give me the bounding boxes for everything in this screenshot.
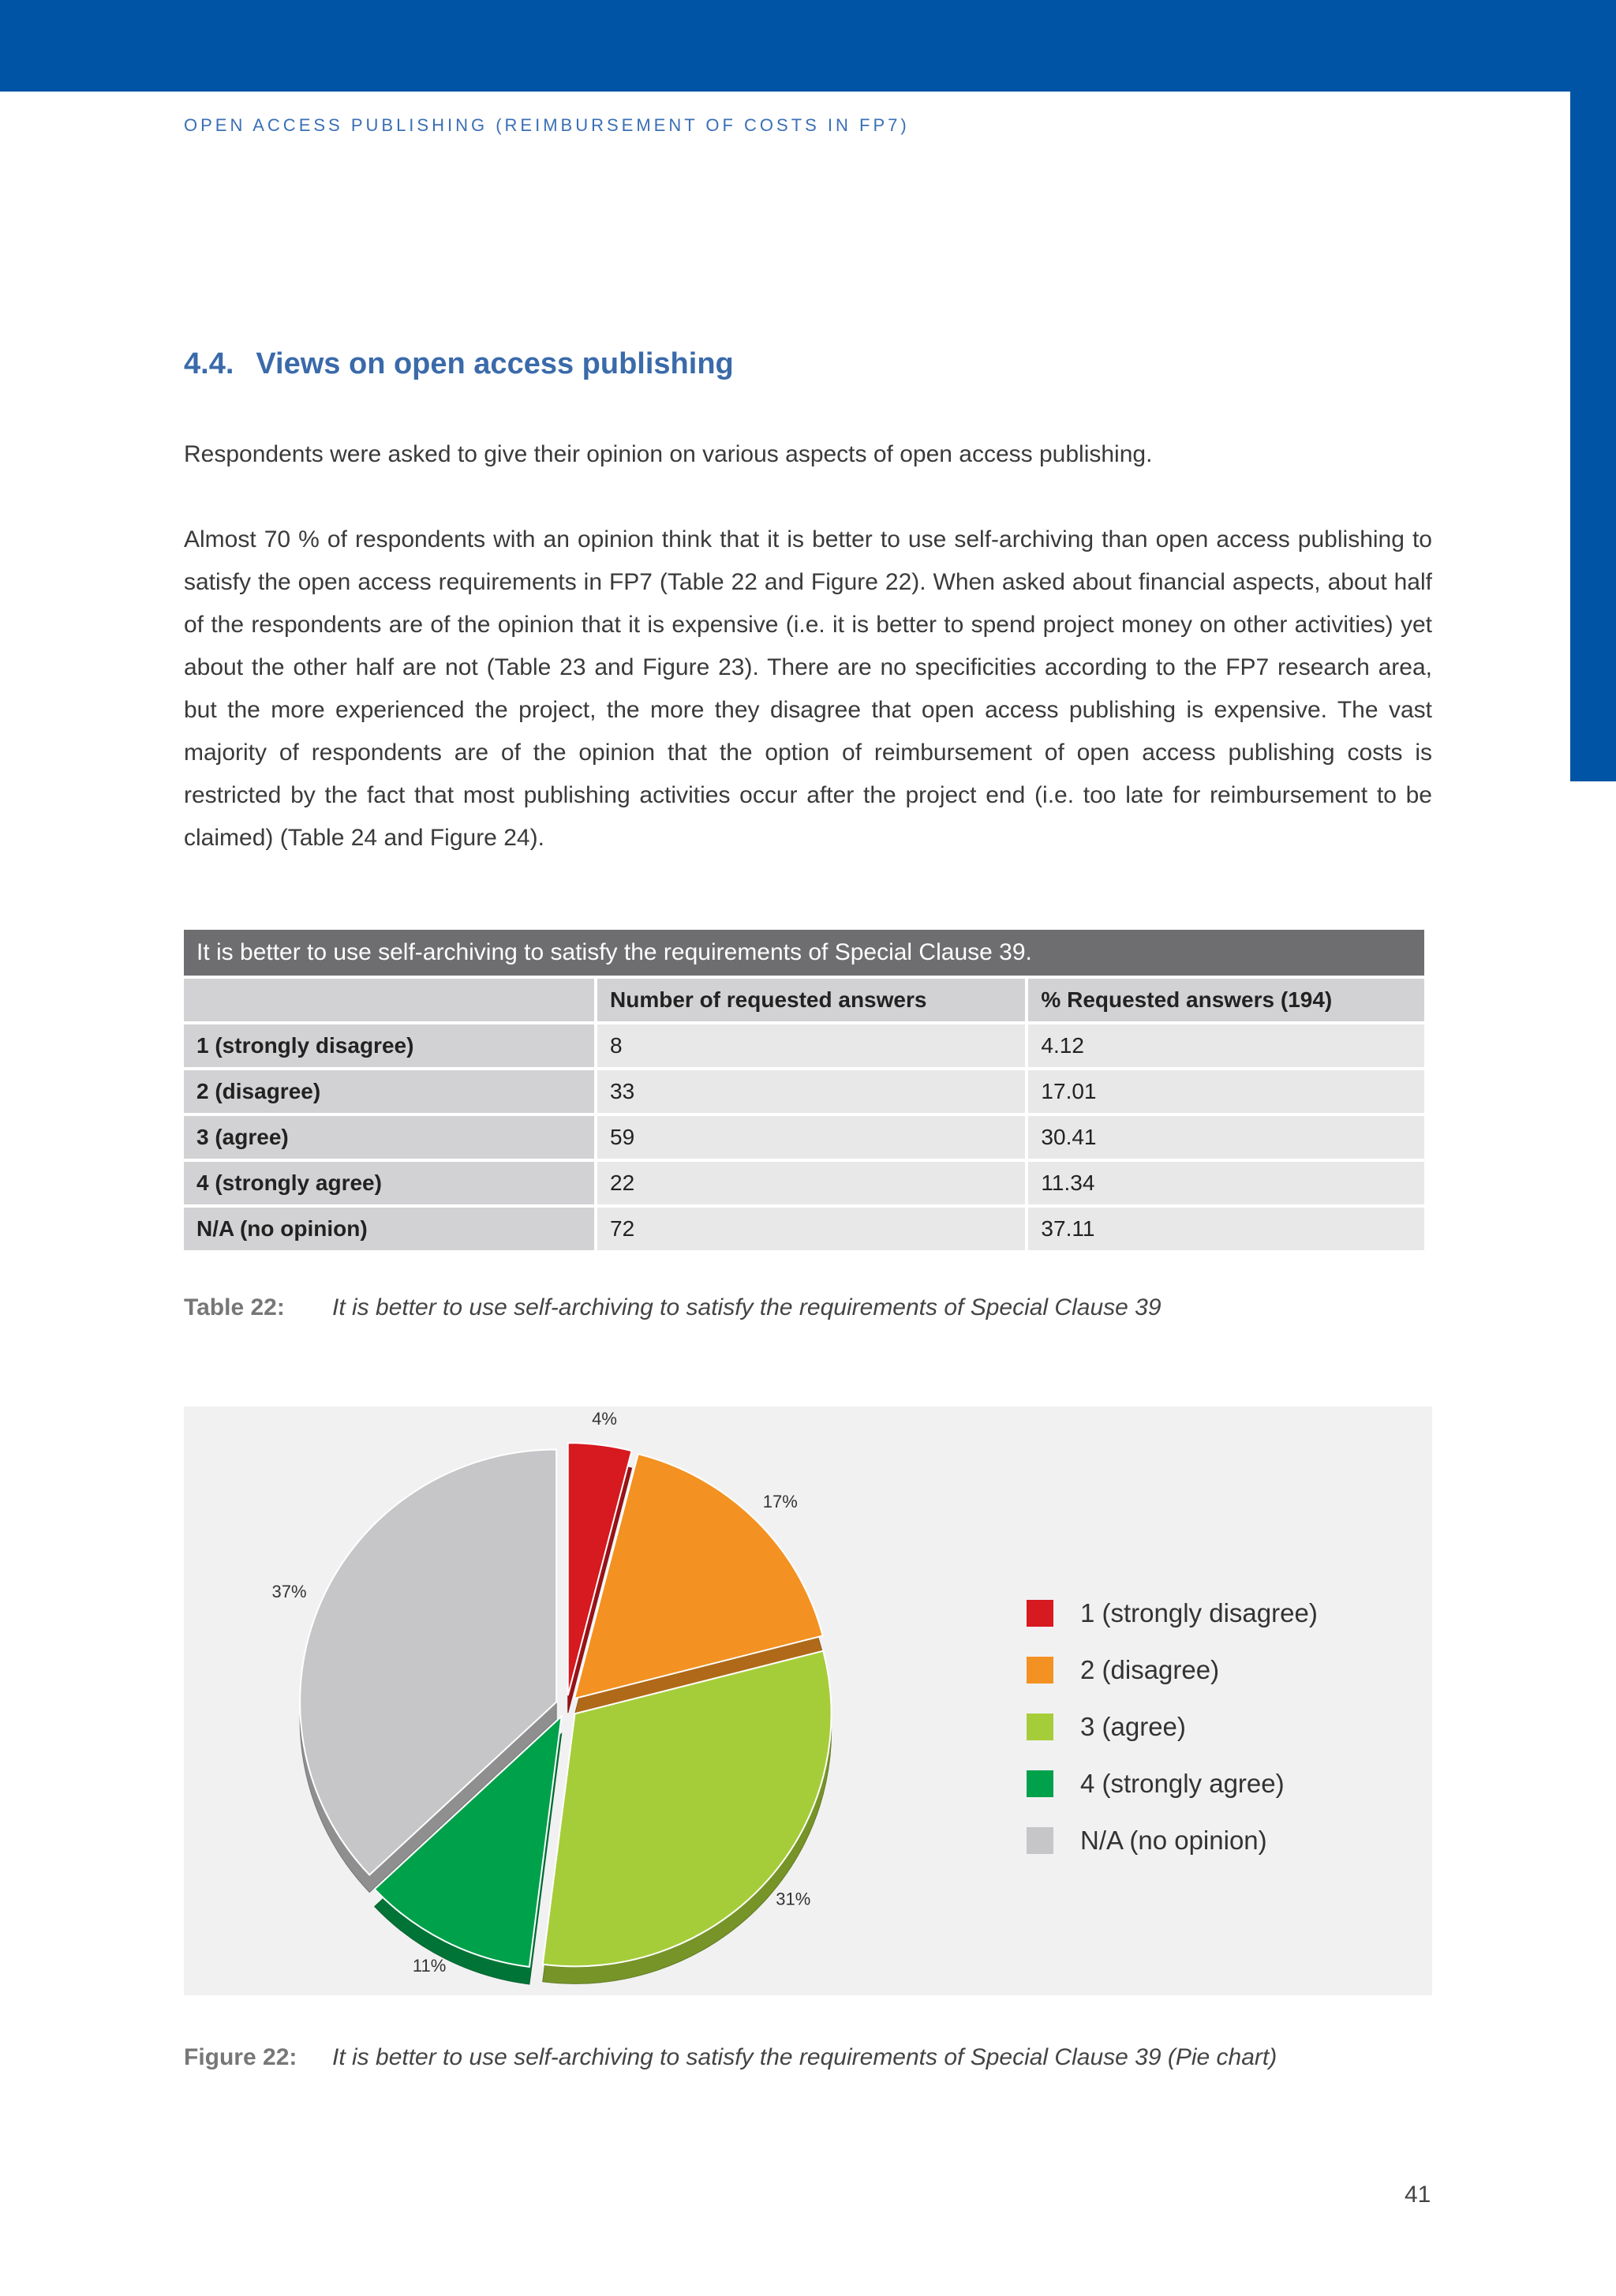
section-title: Views on open access publishing <box>256 347 734 380</box>
pie-chart-panel <box>184 1406 1432 1995</box>
section-number: 4.4. <box>184 347 234 380</box>
table-row <box>184 1116 1424 1159</box>
column-header: Number of requested answers <box>597 979 1025 1021</box>
figure-caption-text: It is better to use self-archiving to satisfy the requirements of Special Clause 39 (Pie chart) <box>332 2044 1277 2070</box>
slice-label: 4% <box>592 1408 617 1429</box>
legend-label: 3 (agree) <box>1080 1712 1186 1741</box>
count-cell: 22 <box>597 1162 1025 1204</box>
paragraph-body: Almost 70 % of respondents with an opinion think that it is better to use self-archiving than open access publishing to satisfy the open access requirements in FP7 (Table 22 and Figure 22). When asked about financial aspects, about half of the respondents are of the opinion that it is expensive (i.e. it is better to spend project money on other activities) yet about the other half are not (Table 23 and Figure 23). There are no specificities according to the FP7 research area, but the more experienced the project, the more they disagree that open access publishing is expensive. The vast majority of respondents are of the opinion that the option of reimbursement of open access publishing costs is restricted by the fact that most publishing activities occur after the project end (i.e. too late for reimbursement to be claimed) (Table 24 and Figure 24). <box>184 526 1432 851</box>
legend-item <box>1027 1699 1318 1755</box>
legend-item <box>1027 1642 1318 1699</box>
section-heading <box>184 347 734 381</box>
chapter-side-tab <box>1570 92 1616 781</box>
top-color-band <box>0 0 1616 92</box>
slice-label: 17% <box>762 1491 798 1511</box>
table-row <box>184 1024 1424 1067</box>
legend-swatch <box>1027 1714 1053 1740</box>
count-cell: 33 <box>597 1070 1025 1113</box>
row-label: N/A (no opinion) <box>184 1208 594 1250</box>
percent-cell: 17.01 <box>1028 1070 1424 1113</box>
table-caption-text: It is better to use self-archiving to satisfy the requirements of Special Clause 39 <box>332 1294 1162 1320</box>
column-header: % Requested answers (194) <box>1028 979 1424 1021</box>
table-row <box>184 1070 1424 1113</box>
legend-item <box>1027 1755 1318 1812</box>
percent-cell: 30.41 <box>1028 1116 1424 1159</box>
paragraph-intro: Respondents were asked to give their opinion on various aspects of open access publishing. <box>184 441 1153 467</box>
legend-label: 4 (strongly agree) <box>1080 1769 1285 1798</box>
column-header <box>184 979 594 1021</box>
legend-swatch <box>1027 1770 1053 1797</box>
legend-label: N/A (no opinion) <box>1080 1826 1267 1855</box>
table-caption <box>184 1294 1162 1321</box>
table-title: It is better to use self-archiving to satisfy the requirements of Special Clause 39. <box>184 930 1424 976</box>
row-label: 1 (strongly disagree) <box>184 1024 594 1067</box>
percent-cell: 37.11 <box>1028 1208 1424 1250</box>
row-label: 3 (agree) <box>184 1116 594 1159</box>
legend-swatch <box>1027 1657 1053 1684</box>
count-cell: 72 <box>597 1208 1025 1250</box>
slice-label: 31% <box>776 1889 811 1909</box>
row-label: 4 (strongly agree) <box>184 1162 594 1204</box>
table-title-row <box>184 930 1424 976</box>
running-header: OPEN ACCESS PUBLISHING (REIMBURSEMENT OF COSTS IN FP7) <box>184 115 910 135</box>
results-table <box>181 927 1427 1253</box>
legend-label: 2 (disagree) <box>1080 1655 1220 1684</box>
count-cell: 8 <box>597 1024 1025 1067</box>
table-caption-label: Table 22: <box>184 1294 285 1320</box>
legend-label: 1 (strongly disagree) <box>1080 1598 1318 1627</box>
legend-item <box>1027 1585 1318 1642</box>
page-number: 41 <box>1405 2182 1431 2208</box>
row-label: 2 (disagree) <box>184 1070 594 1113</box>
slice-label: 11% <box>412 1955 447 1976</box>
figure-caption-label: Figure 22: <box>184 2044 297 2070</box>
percent-cell: 4.12 <box>1028 1024 1424 1067</box>
figure-caption <box>184 2044 1277 2071</box>
table-row <box>184 1162 1424 1204</box>
table-row <box>184 1208 1424 1250</box>
legend-swatch <box>1027 1827 1053 1854</box>
count-cell: 59 <box>597 1116 1025 1159</box>
chart-legend <box>1027 1585 1318 1869</box>
legend-item <box>1027 1812 1318 1869</box>
percent-cell: 11.34 <box>1028 1162 1424 1204</box>
slice-label: 37% <box>271 1581 307 1601</box>
table-header-row <box>184 979 1424 1021</box>
legend-swatch <box>1027 1600 1053 1627</box>
